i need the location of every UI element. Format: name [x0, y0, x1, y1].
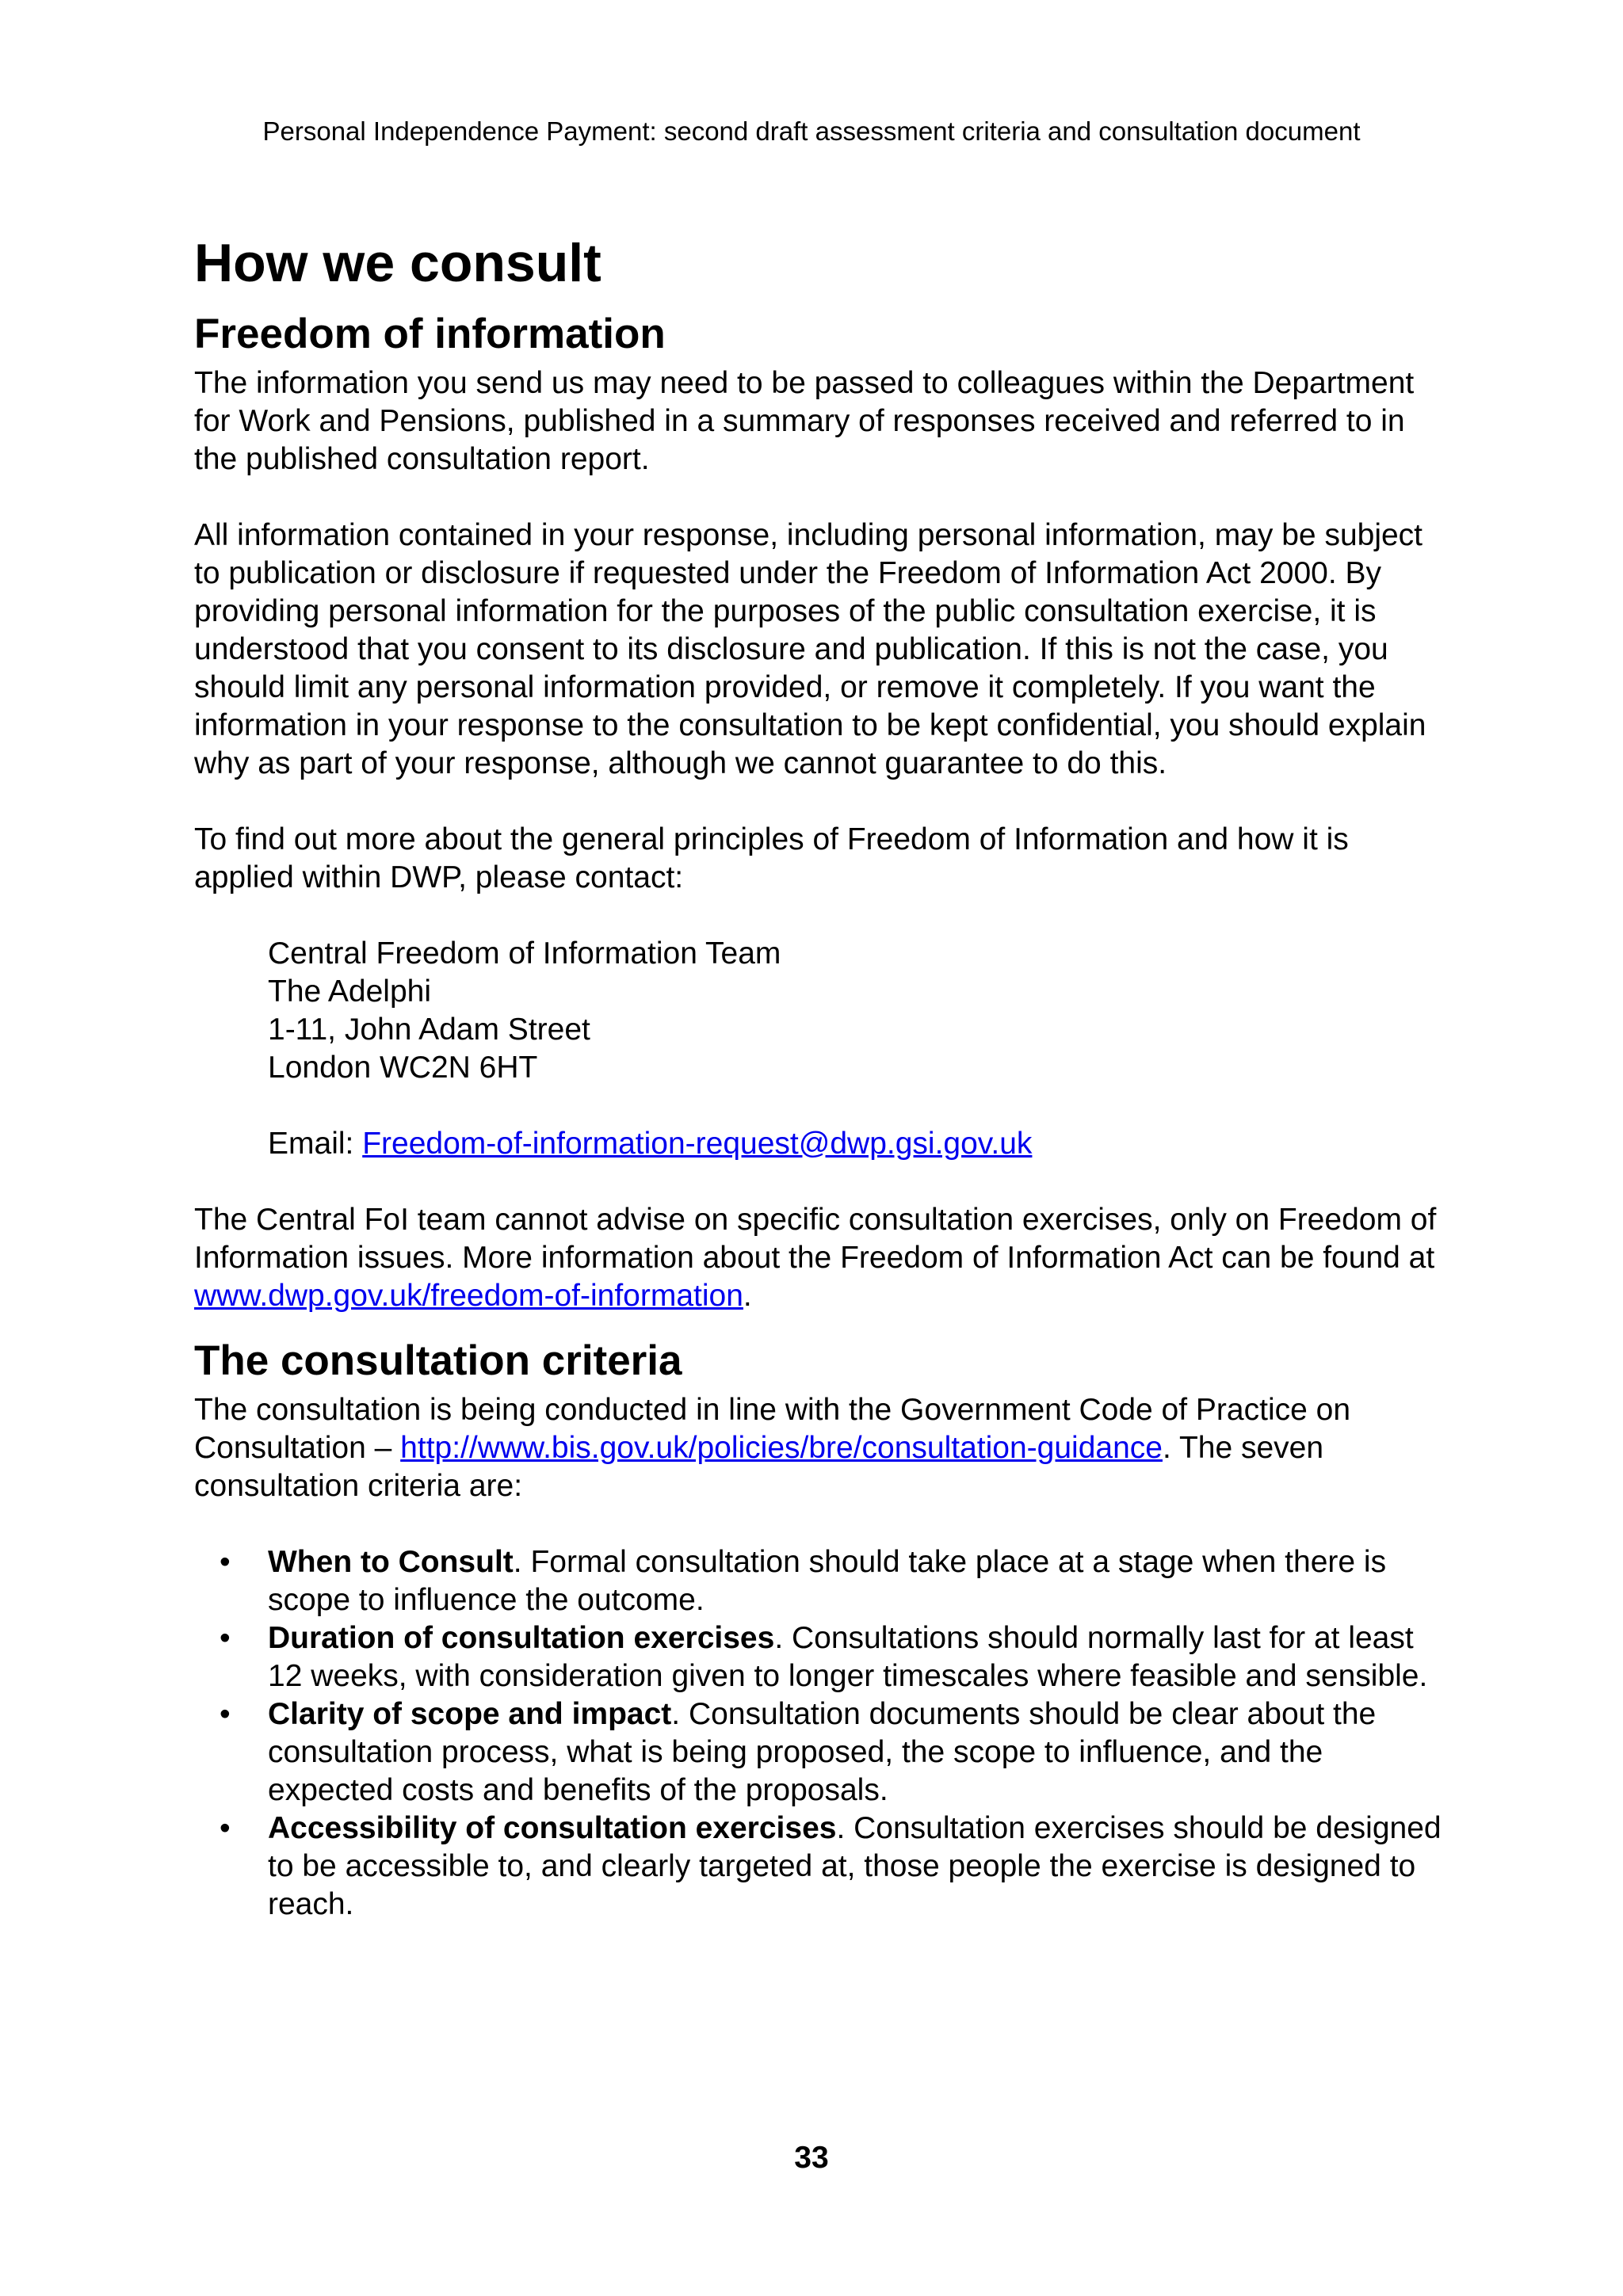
- list-item: [194, 1619, 1446, 1695]
- list-item: [194, 1810, 1446, 1924]
- list-item-text: . Consultation exercises should be designed to be accessible to, and clearly targeted at, those people the exercise is designed to reach.: [268, 1811, 1442, 1921]
- criteria-intro-text: The consultation is being conducted in line with the Government Code of Practice on Consultation –: [194, 1393, 1351, 1465]
- page-content: [194, 230, 1446, 1924]
- foi-paragraph-4: [194, 1201, 1446, 1315]
- list-item: [194, 1695, 1446, 1810]
- page-title: How we consult: [194, 233, 601, 293]
- list-item-title: Duration of consultation exercises: [268, 1621, 775, 1655]
- foi-email-link[interactable]: Freedom-of-information-request@dwp.gsi.gov.uk: [362, 1127, 1033, 1161]
- address-line-4: London WC2N 6HT: [268, 1051, 538, 1085]
- foi-email-line: [194, 1125, 1446, 1163]
- list-item-text: . Consultation documents should be clear about the consultation process, what is being proposed, the scope to influence, and the expected costs and benefits of the proposals.: [268, 1697, 1377, 1807]
- email-label: Email:: [268, 1127, 363, 1161]
- criteria-intro: [194, 1391, 1446, 1505]
- address-line-3: 1-11, John Adam Street: [268, 1013, 590, 1047]
- consultation-guidance-link[interactable]: http://www.bis.gov.uk/policies/bre/consultation-guidance: [400, 1431, 1163, 1465]
- address-line-1: Central Freedom of Information Team: [268, 936, 781, 971]
- list-item: [194, 1543, 1446, 1619]
- list-item-title: When to Consult: [268, 1545, 514, 1579]
- foi-paragraph-1: The information you send us may need to be passed to colleagues within the Department for Work and Pensions, published in a summary of responses received and referred to in the published consultation report.: [194, 366, 1415, 476]
- bullet-icon: •: [220, 1811, 231, 1845]
- section-heading-criteria: The consultation criteria: [194, 1337, 682, 1384]
- foi-paragraph-4-text: The Central FoI team cannot advise on specific consultation exercises, only on Freedom of Information issues. More information about the Freedom of Information Act can be found at: [194, 1203, 1437, 1275]
- address-line-2: The Adelphi: [268, 974, 431, 1009]
- running-header: Personal Independence Payment: second draft assessment criteria and consultation document: [262, 116, 1361, 146]
- section-heading-foi: Freedom of information: [194, 311, 666, 357]
- foi-paragraph-3: To find out more about the general principles of Freedom of Information and how it is applied within DWP, please contact:: [194, 822, 1349, 894]
- foi-address: [194, 935, 1446, 1087]
- page-number: 33: [794, 2141, 829, 2175]
- list-item-text: . Formal consultation should take place at a stage when there is scope to influence the outcome.: [268, 1545, 1387, 1617]
- criteria-list: [194, 1543, 1446, 1924]
- foi-paragraph-4-end: .: [743, 1279, 752, 1313]
- list-item-title: Accessibility of consultation exercises: [268, 1811, 837, 1845]
- bullet-icon: •: [220, 1545, 231, 1579]
- foi-paragraph-2: All information contained in your response, including personal information, may be subject to publication or disclosure if requested under the Freedom of Information Act 2000. By providing personal information for the purposes of the public consultation exercise, it is understood that you consent to its disclosure and publication. If this is not the case, you should limit any personal information provided, or remove it completely. If you want the information in your response to the consultation to be kept confidential, you should explain why as part of your response, although we cannot guarantee to do this.: [194, 518, 1426, 780]
- criteria-intro-end: . The seven consultation criteria are:: [194, 1431, 1324, 1503]
- list-item-title: Clarity of scope and impact: [268, 1697, 672, 1731]
- list-item-text: . Consultations should normally last for at least 12 weeks, with consideration given to longer timescales where feasible and sensible.: [268, 1621, 1428, 1693]
- foi-website-link[interactable]: www.dwp.gov.uk/freedom-of-information: [194, 1279, 743, 1313]
- bullet-icon: •: [220, 1621, 231, 1655]
- bullet-icon: •: [220, 1697, 231, 1731]
